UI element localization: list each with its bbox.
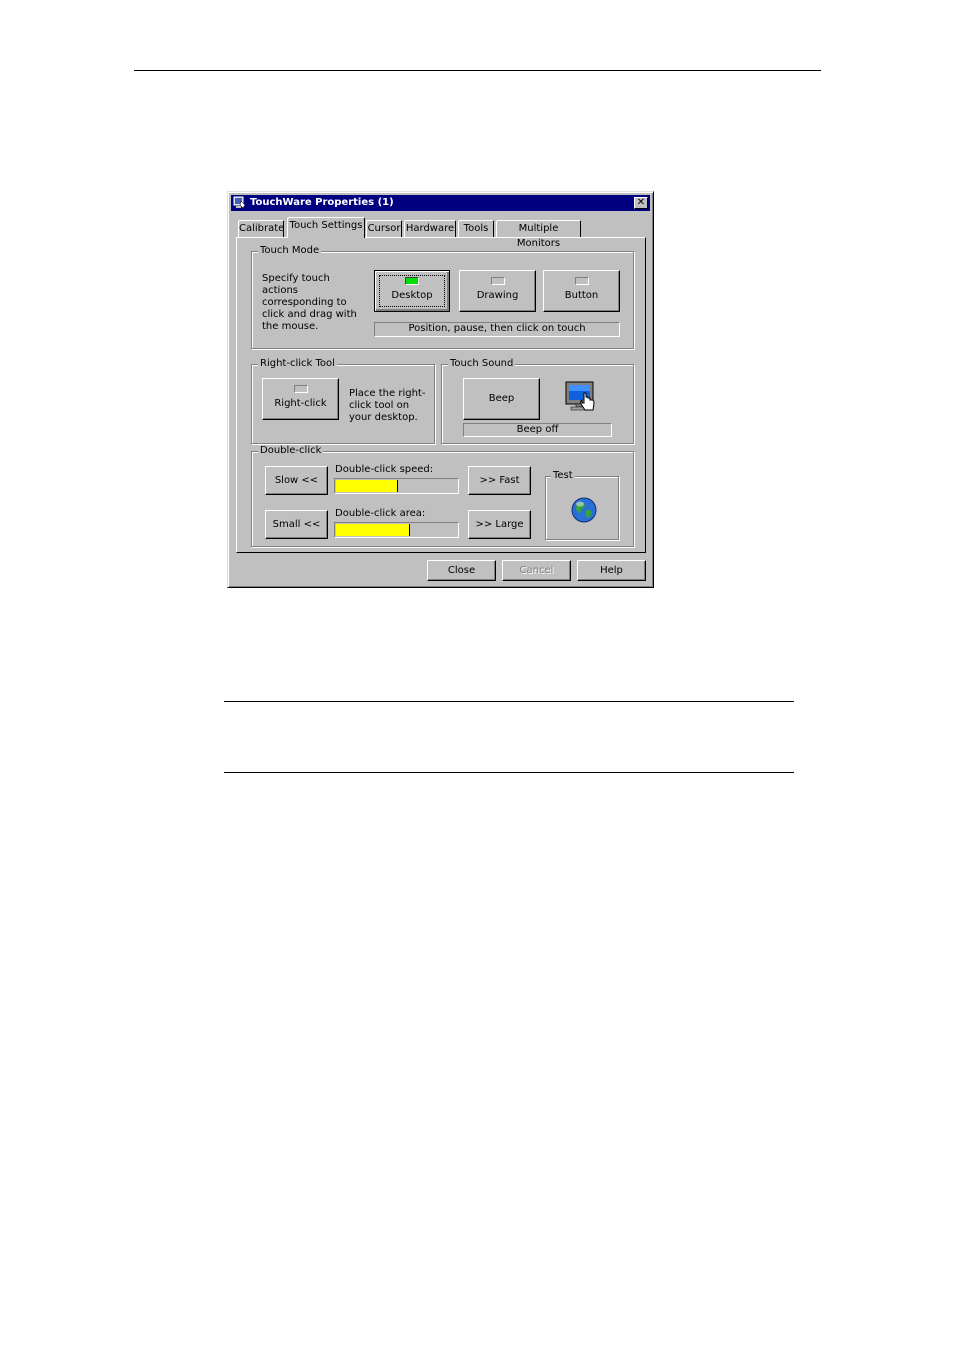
small-button[interactable] [265, 510, 328, 539]
section-rule-bottom [224, 772, 794, 773]
slow-button[interactable] [265, 466, 328, 495]
button-label: Close [447, 565, 476, 576]
tab-label: Hardware [405, 223, 455, 234]
tab-hardware[interactable] [404, 220, 456, 237]
button-label: Small << [272, 519, 321, 530]
tab-label: Calibrate [239, 223, 285, 234]
cancel-button[interactable] [502, 560, 571, 581]
app-icon [233, 196, 246, 209]
close-icon: ✕ [636, 197, 646, 208]
right-click-tool-button[interactable] [262, 378, 339, 420]
area-level-fill [336, 524, 410, 536]
help-button[interactable] [577, 560, 646, 581]
tab-label: Touch Settings [289, 220, 363, 231]
dialog-title: TouchWare Properties (1) [250, 197, 394, 208]
tab-cursor[interactable] [366, 220, 402, 237]
speed-label: Double-click speed: [335, 464, 434, 475]
globe-icon[interactable] [570, 496, 598, 524]
beep-button[interactable] [463, 378, 540, 420]
button-label: Drawing [476, 290, 519, 301]
button-mode-button[interactable] [543, 270, 620, 312]
title-bar [231, 195, 650, 211]
touch-sound-group [441, 358, 634, 444]
right-click-description: Place the right-click tool on your desktop. [349, 388, 426, 423]
led-indicator-icon [491, 277, 505, 285]
fast-button[interactable] [468, 466, 531, 495]
large-button[interactable] [468, 510, 531, 539]
button-label: Desktop [391, 290, 433, 301]
section-rule-top [224, 701, 794, 702]
touch-mode-group [251, 245, 634, 349]
button-label: Right-click [274, 398, 327, 409]
button-label: Slow << [274, 475, 319, 486]
desktop-mode-button[interactable] [374, 270, 450, 312]
button-label: Beep [488, 393, 515, 404]
close-button[interactable] [427, 560, 496, 581]
area-label: Double-click area: [335, 508, 426, 519]
drawing-mode-button[interactable] [459, 270, 536, 312]
tab-tools[interactable] [458, 220, 494, 237]
led-indicator-icon [294, 385, 308, 393]
button-label: Button [564, 290, 599, 301]
tab-label: Multiple Monitors [516, 223, 561, 249]
button-label: >> Large [475, 519, 524, 530]
touch-monitor-icon [564, 381, 598, 413]
close-window-button[interactable] [634, 197, 648, 209]
speed-level-fill [336, 480, 398, 492]
tab-calibrate[interactable] [238, 220, 284, 237]
area-level-bar [334, 522, 459, 538]
speed-level-bar [334, 478, 459, 494]
tab-touch-settings[interactable] [287, 217, 365, 238]
touch-mode-status: Position, pause, then click on touch [374, 322, 620, 337]
group-label: Touch Sound [450, 358, 514, 369]
double-click-group [251, 445, 634, 547]
group-label: Right-click Tool [260, 358, 335, 369]
touch-sound-status: Beep off [463, 423, 612, 437]
touch-mode-description: Specify touch actions corresponding to click and drag with the mouse. [262, 273, 357, 332]
tab-multiple-monitors[interactable] [496, 220, 581, 249]
tab-label: Cursor [367, 223, 401, 234]
group-label: Test [553, 470, 573, 481]
button-label: >> Fast [479, 475, 520, 486]
right-click-tool-group [251, 358, 435, 444]
button-label: Cancel [519, 565, 554, 576]
touch-settings-panel [236, 237, 646, 553]
page-header-rule [134, 70, 821, 71]
touchware-properties-dialog [227, 191, 654, 588]
group-label: Touch Mode [260, 245, 320, 256]
test-group[interactable] [545, 470, 619, 540]
led-indicator-icon [575, 277, 589, 285]
group-label: Double-click [260, 445, 322, 456]
button-label: Help [600, 565, 623, 576]
tab-label: Tools [463, 223, 489, 234]
